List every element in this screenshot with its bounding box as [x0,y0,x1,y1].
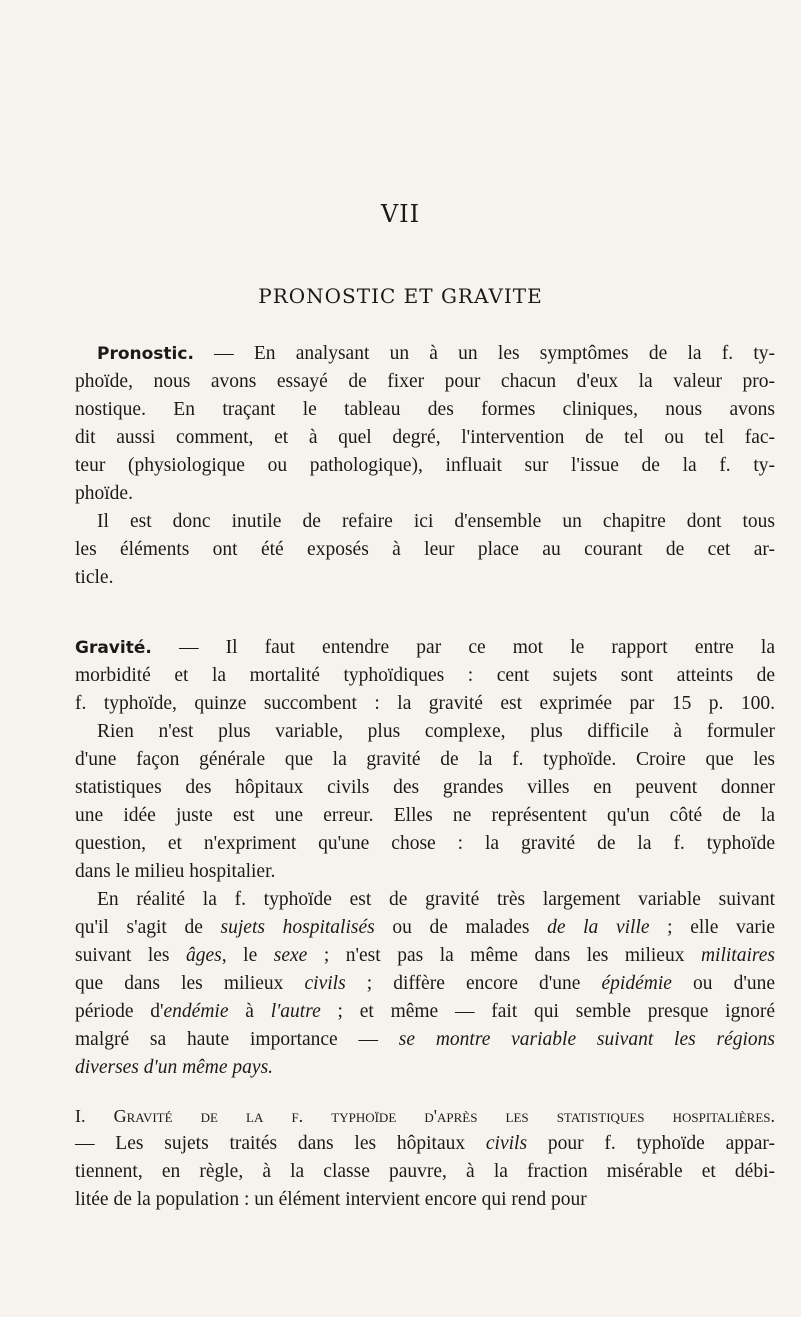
text-span: phoïde. [75,483,133,504]
text-span: — Les sujets traités dans les hôpitaux [75,1133,486,1154]
text-span: Rien n'est plus variable, plus complexe, plus difficile à formuler [97,721,775,742]
text-line [75,1130,775,1158]
text-line [75,802,775,830]
emphasis-text: militaires [700,945,775,966]
text-line [97,718,775,746]
emphasis-text: l'autre [270,1001,321,1022]
text-span: teur (physiologique ou pathologique), influait sur l'issue de la f. ty- [75,455,775,476]
text-span: f. typhoïde, quinze succombent : la gravité est exprimée par 15 p. 100. [75,693,775,714]
text-line [75,998,775,1026]
text-span: phoïde, nous avons essayé de fixer pour chacun d'eux la valeur pro- [75,371,775,392]
text-line [75,424,775,452]
text-span: pour f. typhoïde appar- [527,1133,775,1154]
text-line [75,858,775,886]
emphasis-text: endémie [163,1001,229,1022]
chapter-title: PRONOSTIC ET GRAVITE [258,284,543,308]
text-span: ; elle varie [649,917,776,938]
text-span: — Il faut entendre par ce mot le rapport entre la [151,637,775,658]
text-span: une idée juste est une erreur. Elles ne représentent qu'un côté de la [75,805,775,826]
text-span: tiennent, en règle, à la classe pauvre, à la fraction misérable et débi- [75,1161,775,1182]
text-span: d'une façon générale que la gravité de la f. typhoïde. Croire que les [75,749,775,770]
text-line [75,662,775,690]
section-heading: Gravité. [75,638,152,658]
text-line [97,508,775,536]
text-span: malgré sa haute importance — [75,1029,399,1050]
text-line [75,1186,775,1214]
text-span: qu'il s'agit de [75,917,221,938]
emphasis-text: civils [304,973,346,994]
text-line [75,830,775,858]
text-span: suivant les [75,945,187,966]
text-span: dans le milieu hospitalier. [75,861,276,882]
text-span: à [228,1001,271,1022]
text-line [75,1026,775,1054]
text-line [75,774,775,802]
text-span: I. [75,1106,114,1126]
emphasis-text: de la ville [547,917,650,938]
text-span: ticle. [75,567,114,588]
text-line [75,914,775,942]
text-line [75,690,775,718]
emphasis-text: sujets hospitalisés [220,917,375,938]
text-span: question, et n'expriment qu'une chose : la gravité de la f. typhoïde [75,833,775,854]
text-span: En réalité la f. typhoïde est de gravité très largement variable suivant [97,889,775,910]
text-span: — En analysant un à un les symptômes de la f. ty- [193,343,775,364]
text-span: ; n'est pas la même dans les milieux [307,945,701,966]
text-line [75,396,775,424]
text-span: les éléments ont été exposés à leur place au courant de cet ar- [75,539,775,560]
text-line [75,942,775,970]
emphasis-text: civils [485,1133,528,1154]
text-span: ou d'une [671,973,776,994]
text-span: ou de malades [374,917,548,938]
chapter-number: VII [380,200,421,228]
text-span: ; diffère encore d'une [345,973,602,994]
text-line [75,1102,775,1130]
text-line [75,746,775,774]
text-span: Gravité de la f. typhoïde d'après les statistiques hospitalières. [113,1106,775,1126]
emphasis-text: âges [186,945,222,966]
text-span: période d' [75,1001,164,1022]
text-span: nostique. En traçant le tableau des formes cliniques, nous avons [75,399,775,420]
text-span: que dans les milieux [75,973,305,994]
text-span: ; et même — fait qui semble presque ignoré [320,1001,775,1022]
section-heading: Pronostic. [97,344,194,364]
text-span: litée de la population : un élément intervient encore qui rend pour [75,1189,587,1210]
text-line [75,564,775,592]
text-span: morbidité et la mortalité typhoïdiques : cent sujets sont atteints de [75,665,775,686]
text-line [75,480,775,508]
text-line [75,368,775,396]
text-line [75,634,775,662]
text-line [75,452,775,480]
emphasis-text: se montre variable suivant les régions [398,1029,775,1050]
text-span: Il est donc inutile de refaire ici d'ensemble un chapitre dont tous [97,511,775,532]
emphasis-text: diverses d'un même pays. [75,1057,274,1078]
emphasis-text: sexe [273,945,308,966]
text-line [75,1054,775,1082]
text-line [97,886,775,914]
text-span: dit aussi comment, et à quel degré, l'intervention de tel ou tel fac- [75,427,775,448]
text-span: , le [221,945,274,966]
text-line [75,536,775,564]
emphasis-text: épidémie [601,973,672,994]
text-line [97,340,775,368]
text-line [75,1158,775,1186]
text-span: statistiques des hôpitaux civils des grandes villes en peuvent donner [75,777,775,798]
text-line [75,970,775,998]
